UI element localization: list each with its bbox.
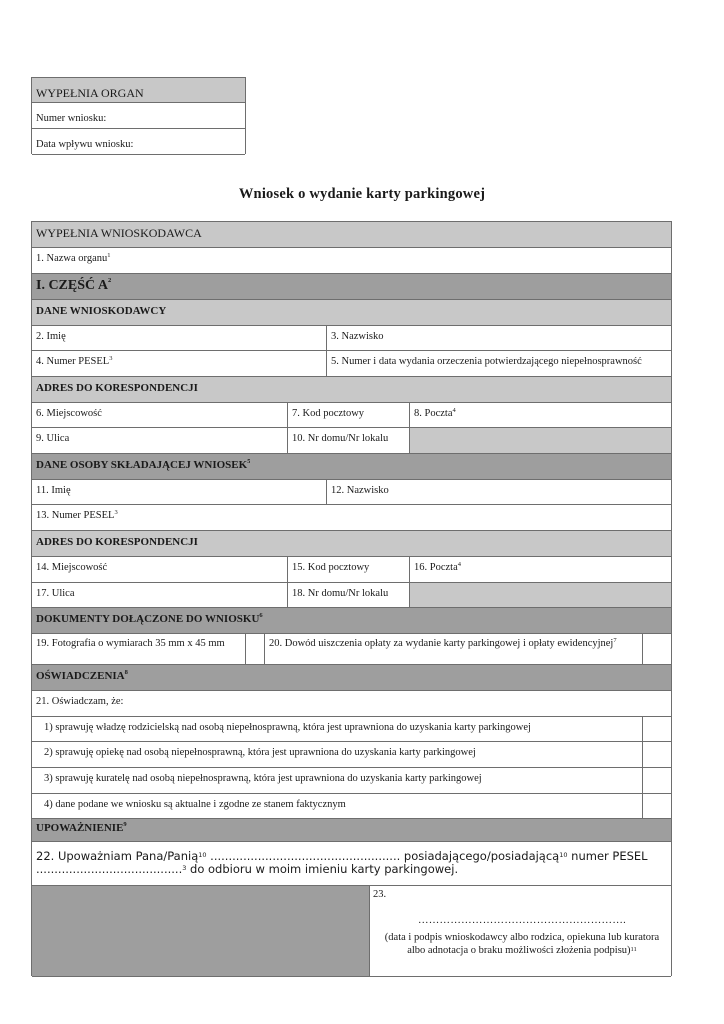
- street-field[interactable]: 9. Ulica: [36, 433, 70, 444]
- address-2-header: ADRES DO KORESPONDENCJI: [36, 536, 198, 548]
- statements-intro: 21. Oświadczam, że:: [36, 696, 124, 707]
- documents-row: [32, 634, 671, 665]
- statement-guardianship: 2) sprawuję opiekę nad osobą niepełnosprawną, która jest uprawniona do uzyskania karty parkingowej: [44, 747, 476, 758]
- post-office-label: 8. Poczta: [414, 408, 453, 419]
- applicant-data-header: DANE WNIOSKODAWCY: [36, 305, 167, 317]
- authorization-row: [32, 842, 671, 886]
- authorization-text[interactable]: [32, 842, 671, 885]
- main-form: [31, 221, 672, 976]
- organ-name-field[interactable]: [32, 248, 111, 273]
- authorization-header-row: [32, 819, 671, 842]
- receipt-date-field[interactable]: Data wpływu wniosku:: [36, 139, 134, 150]
- footnote-ref: 3: [109, 355, 113, 362]
- statement-checkbox[interactable]: [642, 768, 671, 793]
- address-2-city-row: [32, 557, 671, 583]
- statement-data-accuracy: 4) dane podane we wniosku są aktualne i zgodne ze stanem faktycznym: [44, 799, 346, 810]
- part-a-label: I. CZĘŚĆ A: [36, 278, 108, 293]
- fee-proof-label: [264, 634, 642, 664]
- statement-checkbox[interactable]: [642, 794, 671, 818]
- statements-header-label: OŚWIADCZENIA: [36, 670, 125, 682]
- blank-cell: [409, 583, 671, 607]
- signature-field[interactable]: [369, 886, 671, 976]
- footnote-ref: 1: [107, 252, 111, 259]
- statement-parental-authority: 1) sprawuję władzę rodzicielską nad osobą niepełnosprawną, która jest uprawniona do uzyskania karty parkingowej: [44, 722, 531, 733]
- submitter-name-row: [32, 480, 671, 505]
- part-a-heading: [32, 274, 111, 299]
- footnote-ref: 6: [259, 612, 263, 619]
- signature-caption-line-1: (data i podpis wnioskodawcy albo rodzica, opiekuna lub kuratora: [384, 932, 660, 943]
- statement-checkbox[interactable]: [642, 742, 671, 767]
- footnote-ref: 9: [123, 821, 127, 828]
- applicant-header: WYPEŁNIA WNIOSKODAWCA: [36, 226, 202, 240]
- address-1-street-row: [32, 428, 671, 454]
- authorization-header: [32, 819, 127, 841]
- footnote-ref: 2: [107, 277, 112, 284]
- statement-row: [32, 742, 671, 768]
- disability-certificate-field[interactable]: 5. Numer i data wydania orzeczenia potwierdzającego niepełnosprawność: [326, 351, 671, 376]
- photo-label: 19. Fotografia o wymiarach 35 mm x 45 mm: [36, 638, 225, 649]
- submitter-header-label: DANE OSOBY SKŁADAJĄCEJ WNIOSEK: [36, 459, 248, 471]
- pesel-field[interactable]: [32, 351, 326, 376]
- signature-caption: [373, 931, 671, 957]
- photo-checkbox[interactable]: [245, 634, 264, 664]
- statement-checkbox[interactable]: [642, 717, 671, 741]
- address-2-header-row: [32, 531, 671, 557]
- documents-header-row: [32, 608, 671, 634]
- authorization-line-1: 22. Upoważniam Pana/Panią$^{10}$ .................................................... posiadającego/posiadającą$^{10}$ numer PESEL: [36, 849, 648, 863]
- organ-name-label: 1. Nazwa organu: [36, 253, 108, 264]
- organ-header: WYPEŁNIA ORGAN: [36, 86, 144, 100]
- applicant-header-row: [32, 222, 671, 248]
- last-name-field[interactable]: 3. Nazwisko: [326, 326, 671, 350]
- submitter-pesel-row: [32, 505, 671, 531]
- submitter-header-row: [32, 454, 671, 480]
- statements-header: [32, 665, 128, 690]
- city-field[interactable]: 6. Miejscowość: [36, 408, 102, 419]
- house-number-field[interactable]: 10. Nr domu/Nr lokalu: [287, 428, 409, 453]
- submitter-header: [32, 454, 250, 479]
- submitter-pesel-field[interactable]: [32, 505, 671, 530]
- blank-cell: [32, 886, 369, 976]
- footnote-ref: 4: [452, 407, 456, 414]
- submitter-street-field[interactable]: 17. Ulica: [36, 588, 75, 599]
- address-1-header: ADRES DO KORESPONDENCJI: [36, 382, 198, 394]
- signature-caption-line-2: albo adnotacja o braku możliwości złożenia podpisu)$^{11}$: [407, 945, 637, 956]
- address-1-city-row: [32, 403, 671, 428]
- fee-proof-text: 20. Dowód uiszczenia opłaty za wydanie karty parkingowej i opłaty ewidencyjnej: [269, 638, 614, 649]
- signature-row: [32, 886, 671, 977]
- statement-row: [32, 768, 671, 794]
- pesel-label: 4. Numer PESEL: [36, 356, 110, 367]
- footnote-ref: 11: [630, 946, 637, 953]
- submitter-house-number-field[interactable]: 18. Nr domu/Nr lokalu: [287, 583, 409, 607]
- submitter-post-office-label: 16. Poczta: [414, 562, 458, 573]
- address-1-header-row: [32, 377, 671, 403]
- part-a-row: [32, 274, 671, 300]
- application-number-field[interactable]: Numer wniosku:: [36, 113, 107, 124]
- submitter-pesel-label: 13. Numer PESEL: [36, 510, 115, 521]
- application-number-row: [32, 103, 245, 129]
- submitter-post-office-field[interactable]: [409, 557, 671, 582]
- post-office-field[interactable]: [409, 403, 671, 427]
- statement-row: [32, 794, 671, 819]
- blank-cell: [409, 428, 671, 453]
- submitter-first-name-field[interactable]: 11. Imię: [36, 485, 71, 496]
- authorization-header-label: UPOWAŻNIENIE: [36, 822, 124, 834]
- documents-header-label: DOKUMENTY DOŁĄCZONE DO WNIOSKU: [36, 613, 260, 625]
- footnote-ref: 4: [457, 561, 461, 568]
- signature-dots: ………………………………………………….: [417, 915, 627, 926]
- documents-header: [32, 608, 263, 633]
- form-title: Wniosek o wydanie karty parkingowej: [238, 186, 486, 202]
- submitter-postal-code-field[interactable]: 15. Kod pocztowy: [287, 557, 409, 582]
- applicant-name-row: [32, 326, 671, 351]
- postal-code-field[interactable]: 7. Kod pocztowy: [287, 403, 409, 427]
- fee-proof-checkbox[interactable]: [642, 634, 671, 664]
- organ-box: [31, 77, 246, 154]
- statement-row: [32, 717, 671, 742]
- applicant-data-header-row: [32, 300, 671, 326]
- footnote-ref: 7: [613, 637, 617, 644]
- organ-header-row: [32, 78, 245, 103]
- statements-header-row: [32, 665, 671, 691]
- footnote-ref: 3: [114, 509, 118, 516]
- signature-number: 23.: [373, 889, 387, 900]
- address-2-street-row: [32, 583, 671, 608]
- footnote-ref: 8: [124, 669, 128, 676]
- statements-intro-row: [32, 691, 671, 717]
- applicant-pesel-row: [32, 351, 671, 377]
- authorization-line-2: ........................................$^3$ do odbioru w moim imieniu karty parkingowej.: [36, 862, 459, 876]
- submitter-last-name-field[interactable]: 12. Nazwisko: [326, 480, 671, 504]
- footnote-ref: 5: [247, 458, 251, 465]
- receipt-date-row: [32, 129, 245, 155]
- submitter-city-field[interactable]: 14. Miejscowość: [36, 562, 108, 573]
- organ-name-row: [32, 248, 671, 274]
- statement-curatorship: 3) sprawuję kuratelę nad osobą niepełnosprawną, która jest uprawniona do uzyskania karty parkingowej: [44, 773, 482, 784]
- first-name-field[interactable]: 2. Imię: [36, 331, 66, 342]
